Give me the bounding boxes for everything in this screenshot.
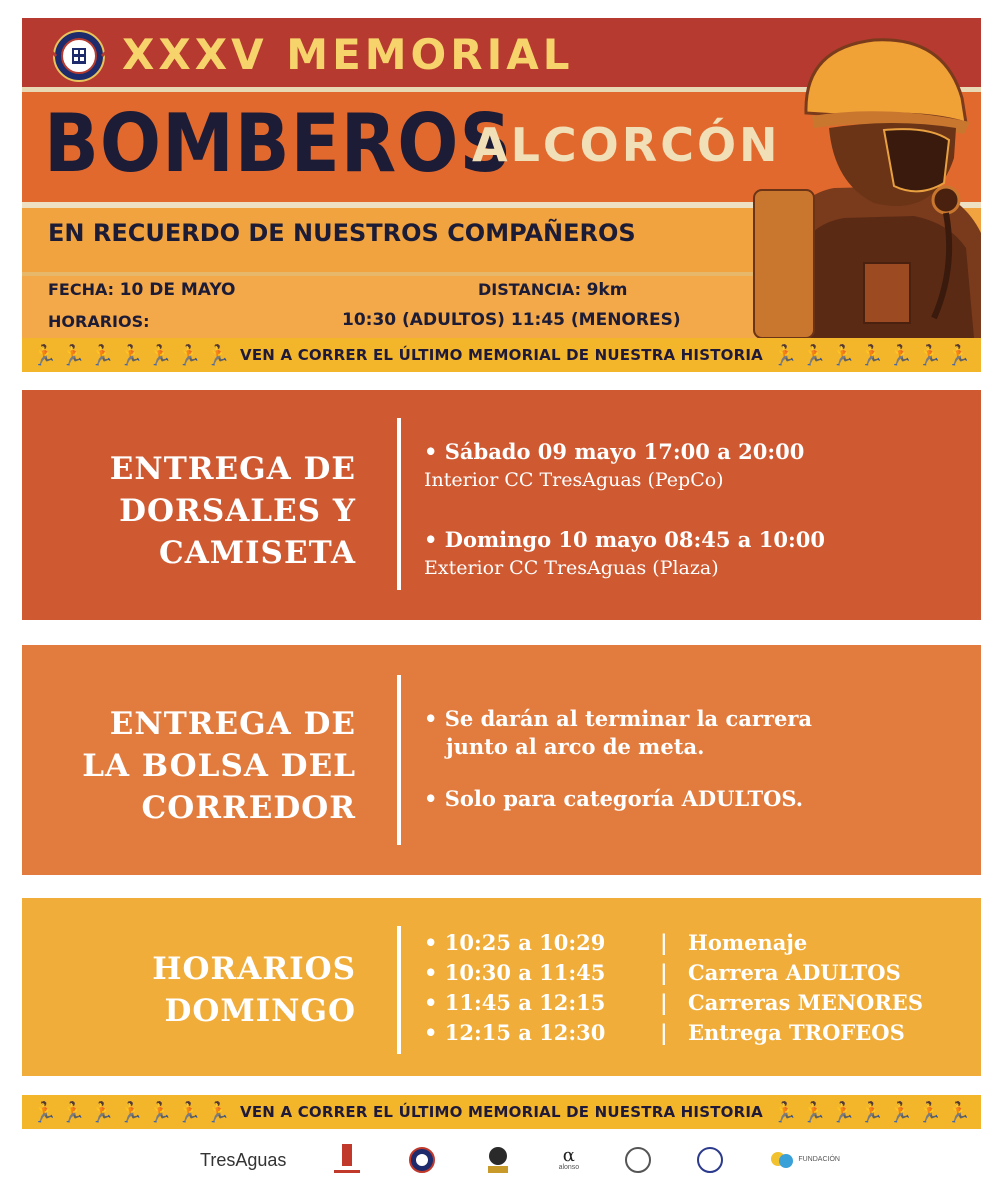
runner-icon: 🏃: [205, 343, 231, 367]
runner-icon: 🏃: [859, 1100, 885, 1124]
schedule-row: [424, 958, 923, 988]
footer-stripe-text: VEN A CORRER EL ÚLTIMO MEMORIAL DE NUESTRA HISTORIA: [240, 1103, 763, 1121]
card-divider: [397, 418, 401, 590]
schedule-row: [424, 988, 923, 1018]
runner-icon: 🏃: [830, 1100, 856, 1124]
horarios-info-value: 10:30 (ADULTOS) 11:45 (MENORES): [342, 310, 681, 330]
ayuntamiento-alcorcon-logo: [332, 1142, 362, 1178]
fecha-label: FECHA:: [48, 280, 115, 299]
distancia-info: [478, 280, 627, 300]
runner-icon: 🏃: [60, 343, 86, 367]
fire-department-shield-icon: [52, 26, 106, 86]
runner-icons-left: [32, 345, 230, 365]
bolsa-card: [22, 645, 981, 875]
title-bomberos: BOMBEROS: [44, 96, 513, 191]
runner-icon: 🏃: [60, 1100, 86, 1124]
club-atletismo-logo: [483, 1144, 513, 1176]
firefighter-illustration: [734, 18, 981, 338]
sponsor-seal-logo: [625, 1147, 651, 1173]
card-divider: [397, 926, 401, 1054]
bomberos-shield-logo: [408, 1144, 436, 1176]
runner-icon: 🏃: [147, 1100, 173, 1124]
sponsor-blue-circle-logo: [697, 1147, 723, 1173]
runner-icon: 🏃: [89, 343, 115, 367]
runner-icon: 🏃: [118, 1100, 144, 1124]
schedule-list: [424, 928, 923, 1048]
runner-icon: 🏃: [772, 343, 798, 367]
runner-icon: 🏃: [801, 343, 827, 367]
runner-icon: 🏃: [888, 1100, 914, 1124]
bolsa-heading: ENTREGA DE LA BOLSA DEL CORREDOR: [82, 706, 356, 826]
runner-icon: 🏃: [888, 343, 914, 367]
banner-subtitle: EN RECUERDO DE NUESTROS COMPAÑEROS: [48, 219, 636, 247]
runner-icon: 🏃: [917, 343, 943, 367]
footer-runner-stripe: [22, 1095, 981, 1129]
bolsa-item-adults: • Solo para categoría ADULTOS.: [424, 786, 804, 811]
schedule-time: • 11:45 a 12:15: [424, 990, 606, 1015]
runner-icon: 🏃: [89, 1100, 115, 1124]
schedule-separator: |: [660, 930, 668, 955]
sponsor-alonso-logo: α alonso: [558, 1145, 580, 1171]
schedule-time: • 12:15 a 12:30: [424, 1020, 606, 1045]
distancia-label: DISTANCIA:: [478, 280, 581, 299]
schedule-separator: |: [660, 960, 668, 985]
title-memorial: XXXV MEMORIAL: [122, 30, 574, 79]
runner-icons-left: [32, 1102, 230, 1122]
schedule-separator: |: [660, 990, 668, 1015]
schedule-event: Carreras MENORES: [688, 990, 923, 1015]
runner-icons-right: [773, 345, 971, 365]
horarios-heading: HORARIOS DOMINGO: [152, 951, 356, 1029]
runner-icon: 🏃: [205, 1100, 231, 1124]
schedule-event: Carrera ADULTOS: [688, 960, 901, 985]
bolsa-item-finish: • Se darán al terminar la carrera junto al arco de meta.: [424, 706, 813, 759]
schedule-row: [424, 928, 923, 958]
dorsales-item-sunday: • Domingo 10 mayo 08:45 a 10:00 Exterior CC TresAguas (Plaza): [424, 527, 825, 579]
fecha-value: 10 DE MAYO: [119, 280, 236, 300]
distancia-value: 9km: [586, 280, 628, 300]
banner-stripe-text: VEN A CORRER EL ÚLTIMO MEMORIAL DE NUESTRA HISTORIA: [240, 346, 763, 364]
dorsales-item-saturday: • Sábado 09 mayo 17:00 a 20:00 Interior CC TresAguas (PepCo): [424, 439, 805, 491]
runner-icon: 🏃: [946, 1100, 971, 1124]
runner-icon: 🏃: [176, 1100, 202, 1124]
runner-icon: 🏃: [801, 1100, 827, 1124]
dorsales-heading: ENTREGA DE DORSALES Y CAMISETA: [109, 451, 356, 571]
runner-icon: 🏃: [917, 1100, 943, 1124]
runner-icon: 🏃: [772, 1100, 798, 1124]
title-city: ALCORCÓN: [472, 118, 781, 172]
schedule-separator: |: [660, 1020, 668, 1045]
runner-icon: 🏃: [830, 343, 856, 367]
banner-runner-stripe: [22, 338, 981, 372]
header-banner: [22, 18, 981, 372]
fecha-info: [48, 280, 235, 300]
runner-icon: 🏃: [859, 343, 885, 367]
sponsor-fundacion-logo: FUNDACIÓN: [769, 1147, 840, 1173]
schedule-event: Entrega TROFEOS: [688, 1020, 905, 1045]
runner-icon: 🏃: [32, 1100, 57, 1124]
schedule-time: • 10:25 a 10:29: [424, 930, 606, 955]
runner-icon: 🏃: [118, 343, 144, 367]
runner-icon: 🏃: [147, 343, 173, 367]
schedule-event: Homenaje: [688, 930, 808, 955]
runner-icon: 🏃: [176, 343, 202, 367]
horarios-info-label: HORARIOS:: [48, 312, 150, 331]
runner-icon: 🏃: [946, 343, 971, 367]
sponsor-logos: [200, 1138, 840, 1182]
schedule-time: • 10:30 a 11:45: [424, 960, 606, 985]
sponsor-tresaguas-logo: TresAguas: [200, 1149, 287, 1170]
horarios-card: [22, 898, 981, 1076]
fundacion-heart-icon: [769, 1147, 795, 1173]
runner-icon: 🏃: [32, 343, 57, 367]
dorsales-card: [22, 390, 981, 620]
card-divider: [397, 675, 401, 845]
schedule-row: [424, 1018, 923, 1048]
runner-icons-right: [773, 1102, 971, 1122]
